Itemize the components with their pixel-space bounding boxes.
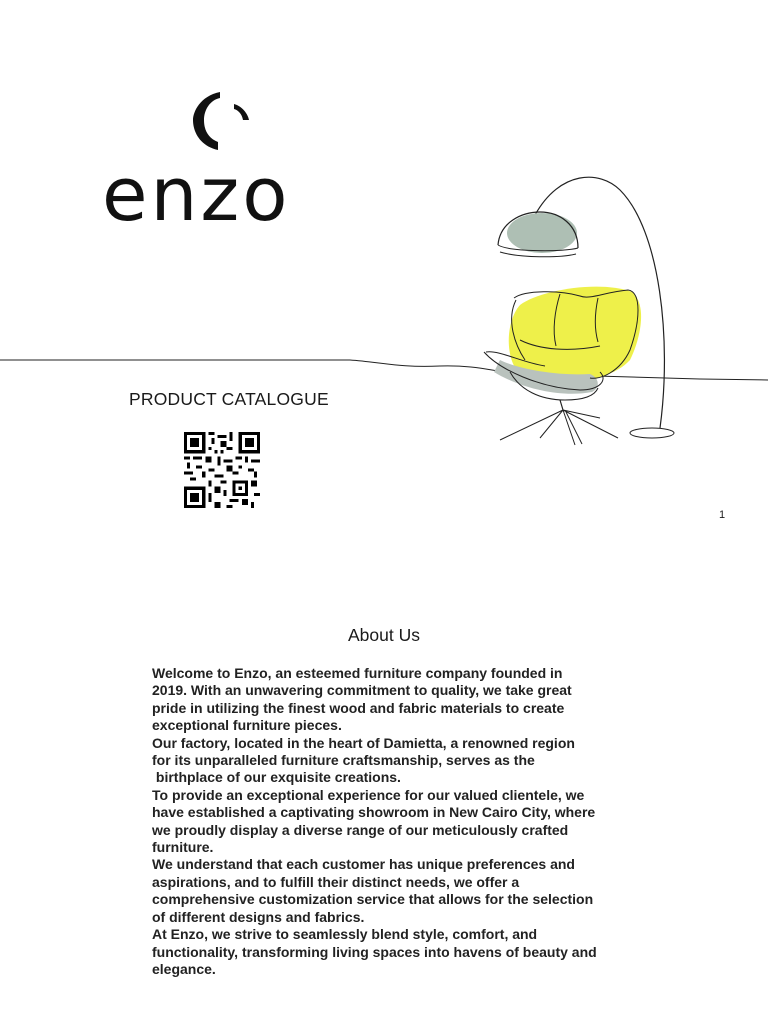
brand-wordmark: enzo: [102, 152, 291, 238]
about-line: We understand that each customer has unique preferences and: [152, 856, 575, 873]
about-line: At Enzo, we strive to seamlessly blend style, comfort, and: [152, 926, 538, 943]
about-line: To provide an exceptional experience for our valued clientele, we: [152, 786, 585, 803]
page-number: 1: [719, 509, 726, 521]
about-line: of different designs and fabrics.: [152, 908, 365, 925]
about-line: birthplace of our exquisite creations.: [152, 769, 401, 786]
about-line: Our factory, located in the heart of Damietta, a renowned region: [152, 734, 575, 751]
about-line: pride in utilizing the finest wood and fabric materials to create: [152, 699, 565, 716]
catalogue-title: PRODUCT CATALOGUE: [129, 389, 329, 409]
about-line: we proudly display a diverse range of our meticulously crafted: [152, 821, 569, 838]
qr-code-icon[interactable]: [184, 432, 260, 508]
logo-mark-icon: [190, 90, 252, 152]
about-line: aspirations, and to fulfill their distinct needs, we offer a: [152, 873, 520, 890]
about-line: for its unparalleled furniture craftsmanship, serves as the: [152, 752, 535, 769]
about-us-body: [152, 665, 622, 978]
about-line: exceptional furniture pieces.: [152, 717, 342, 734]
about-line: functionality, transforming living spaces into havens of beauty and: [152, 943, 597, 960]
chair-lamp-illustration: [0, 152, 768, 460]
about-line: have established a captivating showroom in New Cairo City, where: [152, 804, 596, 821]
about-line: comprehensive customization service that allows for the selection: [152, 891, 594, 908]
about-line: elegance.: [152, 960, 216, 977]
about-line: 2019. With an unwavering commitment to quality, we take great: [152, 682, 572, 699]
about-line: Welcome to Enzo, an esteemed furniture company founded in: [152, 665, 563, 681]
about-us-heading: About Us: [348, 625, 420, 645]
about-line: furniture.: [152, 839, 214, 856]
